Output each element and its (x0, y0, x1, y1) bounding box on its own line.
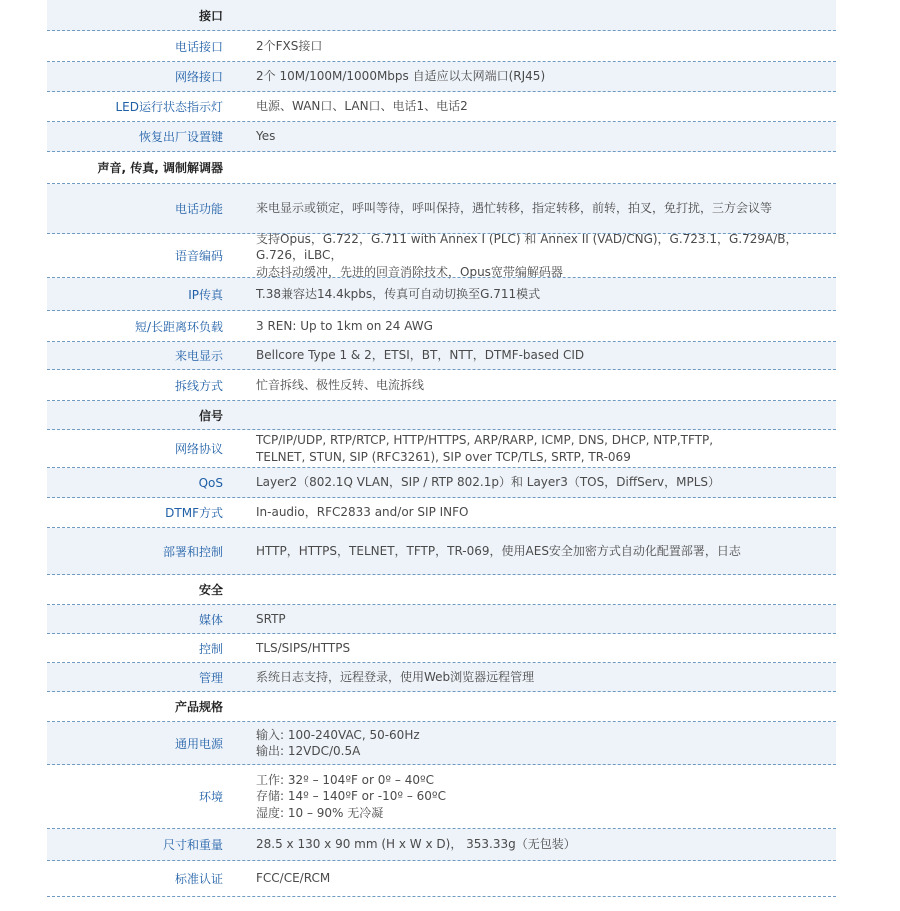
spec-label: 网络协议 (174, 442, 223, 456)
spec-row-certifications (47, 861, 836, 897)
spec-row-security-management (47, 663, 836, 692)
spec-row-phone-interface (47, 31, 836, 62)
spec-label: 短/长距离环负载 (134, 319, 223, 334)
spec-value: 2个FXS接口 (256, 38, 323, 53)
section-heading: 信号 (198, 408, 223, 423)
spec-value: 来电显示或锁定，呼叫等待，呼叫保持，遇忙转移，指定转移，前转，拍叉，免打扰，三方会议等 (256, 201, 773, 216)
spec-label: 电话接口 (174, 39, 223, 54)
spec-value: 输入: 100-240VAC, 50-60Hz 输出: 12VDC/0.5A (256, 727, 420, 758)
spec-label: 管理 (198, 670, 223, 685)
spec-label: 部署和控制 (162, 544, 223, 559)
section-heading: 安全 (198, 583, 223, 597)
spec-value: In-audio，RFC2833 and/or SIP INFO (256, 505, 469, 520)
spec-row-voice-codecs (47, 231, 836, 279)
spec-row-dimensions-weight (47, 829, 836, 861)
spec-label: 网络接口 (174, 70, 223, 84)
spec-value: 2个 10M/100M/1000Mbps 自适应以太网端口(RJ45) (256, 69, 546, 84)
spec-value: 3 REN: Up to 1km on 24 AWG (256, 318, 433, 333)
spec-row-security-control (47, 634, 836, 663)
spec-value: 28.5 x 130 x 90 mm (H x W x D)， 353.33g（无包装） (256, 837, 576, 852)
spec-row-security-media (47, 605, 836, 634)
spec-value: T.38兼容达14.4kpbs，传真可自动切换至G.711模式 (256, 286, 541, 301)
spec-value: 忙音拆线、极性反转、电流拆线 (256, 377, 425, 392)
spec-value: TCP/IP/UDP, RTP/RTCP, HTTP/HTTPS, ARP/RARP, ICMP, DNS, DHCP, NTP,TFTP, TELNET, STUN, SIP (RFC3261), SIP over TCP/TLS, SRTP, TR-069 (256, 433, 714, 464)
spec-row-loop-load (47, 311, 836, 342)
spec-label: 恢复出厂设置键 (138, 130, 223, 144)
spec-value: 工作: 32º – 104ºF or 0º – 40ºC 存储: 14º – 140ºF or -10º – 60ºC 湿度: 10 – 90% 无冷凝 (256, 772, 446, 820)
spec-value: TLS/SIPS/HTTPS (256, 640, 351, 655)
spec-row-deployment-control (47, 528, 836, 575)
spec-value: 系统日志支持，远程登录，使用Web浏览器远程管理 (256, 669, 535, 684)
spec-row-environment (47, 765, 836, 829)
spec-value: Layer2（802.1Q VLAN，SIP / RTP 802.1p）和 Layer3（TOS，DiffServ，MPLS） (256, 475, 721, 490)
section-voice-fax-modem (47, 152, 836, 184)
spec-row-dtmf-methods (47, 498, 836, 528)
spec-row-network-interface (47, 62, 836, 92)
spec-label: IP传真 (188, 287, 223, 302)
section-signaling (47, 401, 836, 430)
spec-row-caller-id (47, 342, 836, 370)
section-heading: 接口 (198, 8, 223, 23)
spec-value: SRTP (256, 611, 286, 626)
spec-label: 语音编码 (174, 249, 223, 263)
spec-value: Yes (256, 129, 276, 144)
spec-row-led-indicators (47, 92, 836, 122)
spec-value: 电源、WAN口、LAN口、电话1、电话2 (256, 99, 468, 114)
spec-label: 标准认证 (174, 872, 223, 886)
spec-label: LED运行状态指示灯 (115, 100, 223, 114)
section-heading: 声音, 传真, 调制解调器 (97, 161, 223, 175)
spec-label: 环境 (198, 790, 223, 804)
spec-value: Bellcore Type 1 & 2，ETSI，BT，NTT，DTMF-based CID (256, 348, 585, 363)
spec-label: QoS (198, 475, 223, 490)
spec-row-ip-fax (47, 278, 836, 311)
section-heading: 产品规格 (174, 700, 223, 714)
spec-row-network-protocols (47, 430, 836, 468)
section-security (47, 575, 836, 605)
spec-label: 电话功能 (174, 202, 223, 216)
spec-table (47, 0, 836, 897)
spec-label: DTMF方式 (165, 506, 223, 520)
spec-row-factory-reset-key (47, 122, 836, 152)
spec-row-phone-features (47, 184, 836, 234)
spec-label: 媒体 (198, 612, 223, 627)
spec-label: 来电显示 (174, 349, 223, 363)
spec-value: HTTP，HTTPS，TELNET，TFTP，TR-069，使用AES安全加密方式自动化配置部署，日志 (256, 543, 741, 558)
spec-label: 拆线方式 (174, 378, 223, 393)
spec-label: 通用电源 (174, 736, 223, 751)
spec-row-power-supply (47, 722, 836, 765)
spec-value: FCC/CE/RCM (256, 871, 331, 886)
spec-row-disconnect-methods (47, 370, 836, 401)
spec-row-qos (47, 468, 836, 498)
spec-label: 尺寸和重量 (162, 838, 223, 852)
section-specifications (47, 692, 836, 722)
spec-value: 支持Opus，G.722，G.711 with Annex I (PLC) 和 Annex II (VAD/CNG)，G.723.1，G.729A/B，G.726，iLBC， 动态抖动缓冲，先进的回音消除技术，Opus宽带编解码器 (256, 231, 798, 279)
section-interface (47, 0, 836, 31)
spec-label: 控制 (198, 641, 223, 656)
